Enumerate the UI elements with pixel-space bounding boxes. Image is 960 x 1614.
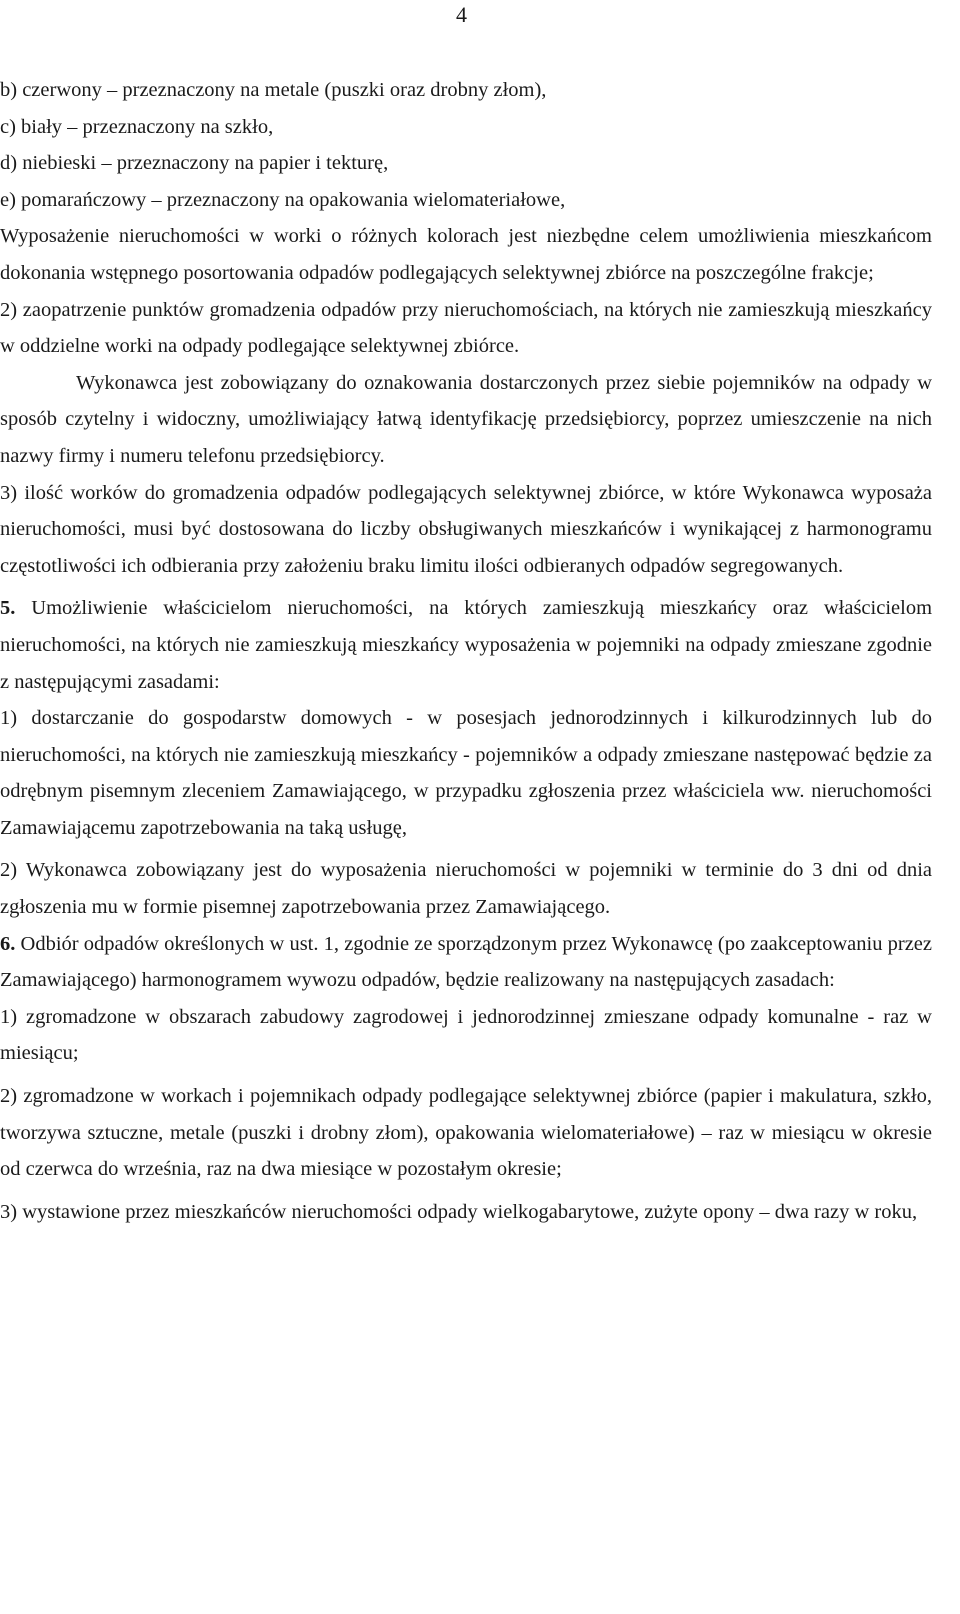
list-item-2: 2) zaopatrzenie punktów gromadzenia odpadów przy nieruchomościach, na których nie zamieszkują mieszkańcy w oddzielne worki na odpady podlegające selektywnej zbiórce. xyxy=(0,298,932,358)
list-item-e: e) pomarańczowy – przeznaczony na opakowania wielomateriałowe, xyxy=(0,188,566,211)
section-5-item-1: 1) dostarczanie do gospodarstw domowych - w posesjach jednorodzinnych i kilkurodzinnych lub do nieruchomości, na których nie zamieszkują mieszkańcy - pojemników a odpady zmieszane następować będzie za odrębnym pisemnym zleceniem Zamawiającego, w przypadku zgłoszenia przez właściciela ww. nieruchomości Zamawiającemu zapotrzebowania na taką usługę, xyxy=(0,707,932,839)
section-6-text: Odbiór odpadów określonych w ust. 1, zgodnie ze sporządzonym przez Wykonawcę (po zaakceptowaniu przez Zamawiającego) harmonogramem wywozu odpadów, będzie realizowany na następujących zasadach: xyxy=(0,932,932,992)
equipment-paragraph: Wyposażenie nieruchomości w worki o różnych kolorach jest niezbędne celem umożliwienia mieszkańcom dokonania wstępnego posortowania odpadów podlegających selektywnej zbiórce na poszczególne frakcje; xyxy=(0,225,932,284)
section-6-item-2: 2) zgromadzone w workach i pojemnikach odpady podlegające selektywnej zbiórce (papier i makulatura, szkło, tworzywa sztuczne, metale (puszki i drobny złom), opakowania wielomateriałowe) – raz w miesiącu w okresie od czerwca do września, raz na dwa miesiące w pozostałym okresie; xyxy=(0,1085,932,1181)
section-6-item-1: 1) zgromadzone w obszarach zabudowy zagrodowej i jednorodzinnej zmieszane odpady komunalne - raz w miesiącu; xyxy=(0,1005,932,1065)
list-item-b: b) czerwony – przeznaczony na metale (puszki oraz drobny złom), xyxy=(0,79,547,101)
section-6-number: 6. xyxy=(0,932,16,955)
page-number: 4 xyxy=(456,2,467,27)
section-6 xyxy=(0,926,932,999)
document-body xyxy=(0,72,932,1230)
section-5 xyxy=(0,590,932,700)
section-5-text: Umożliwienie właścicielom nieruchomości, na których zamieszkują mieszkańcy oraz właścicielom nieruchomości, na których nie zamieszkują mieszkańcy wyposażenia w pojemniki na odpady zmieszane zgodnie z następującymi zasadami: xyxy=(0,597,933,693)
list-item-3: 3) ilość worków do gromadzenia odpadów podlegających selektywnej zbiórce, w które Wykonawca wyposaża nieruchomości, musi być dostosowana do liczby obsługiwanych mieszkańców i wynikającej z harmonogramu częstotliwości ich odbierania przy założeniu braku limitu ilości odbieranych odpadów segregowanych. xyxy=(0,481,932,577)
list-item-d: d) niebieski – przeznaczony na papier i tekturę, xyxy=(0,152,389,175)
list-item-c: c) biały – przeznaczony na szkło, xyxy=(0,115,274,138)
section-5-item-2: 2) Wykonawca zobowiązany jest do wyposażenia nieruchomości w pojemniki w terminie do 3 dni od dnia zgłoszenia mu w formie pisemnej zapotrzebowania przez Zamawiającego. xyxy=(0,859,932,919)
section-6-item-3: 3) wystawione przez mieszkańców nieruchomości odpady wielkogabarytowe, zużyte opony – dwa razy w roku, xyxy=(0,1200,918,1223)
section-5-number: 5. xyxy=(0,597,16,620)
contractor-marking-paragraph: Wykonawca jest zobowiązany do oznakowania dostarczonych przez siebie pojemników na odpady w sposób czytelny i widoczny, umożliwiający łatwą identyfikację przedsiębiorcy, poprzez umieszczenie na nich nazwy firmy i numeru telefonu przedsiębiorcy. xyxy=(0,371,932,467)
